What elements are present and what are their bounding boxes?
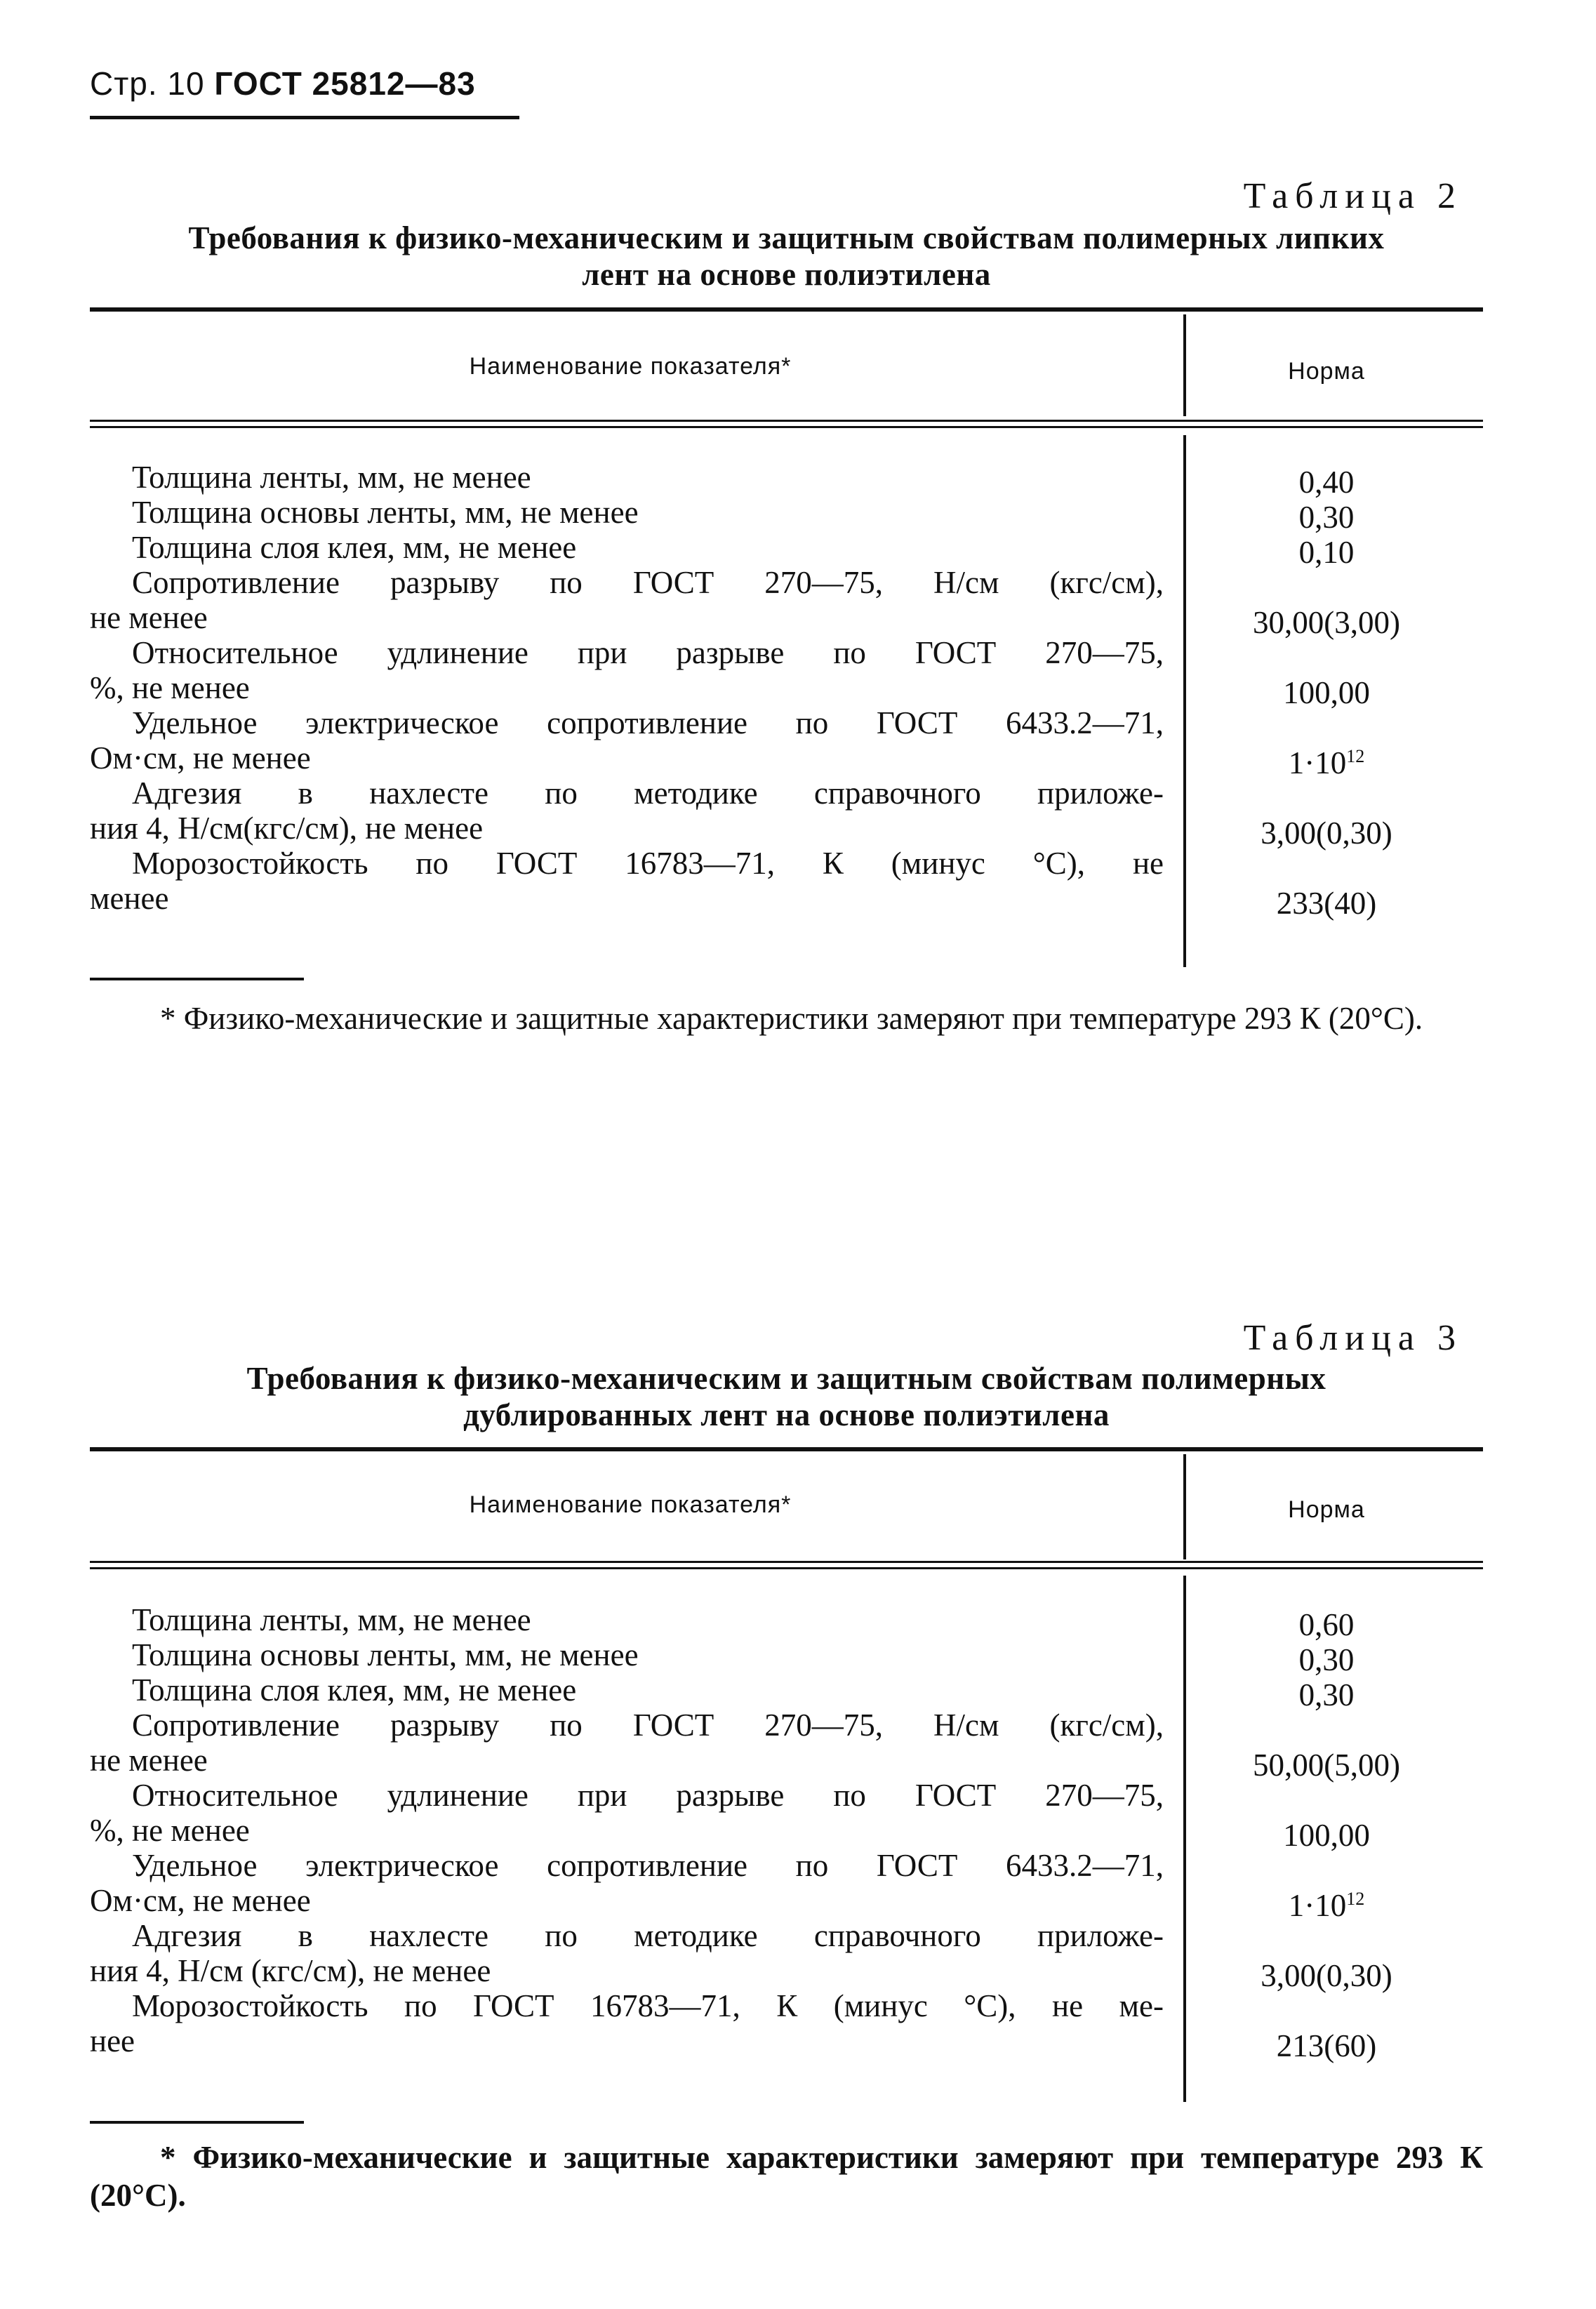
table-row-text: Ом·см, не менее [90, 740, 311, 776]
table-row-text: Толщина слоя клея, мм, не менее [132, 1672, 577, 1708]
table2-header-rule-1 [90, 420, 1483, 422]
table-row-text: не менее [90, 600, 208, 635]
table-row-text: Относительное удлинение при разрыве по ГОСТ 270—75, [132, 1778, 1164, 1813]
norm-base: 1·10 [1288, 1888, 1347, 1923]
table-row-text: Толщина основы ленты, мм, не менее [132, 495, 639, 530]
table-row-text: Толщина основы ленты, мм, не менее [132, 1637, 639, 1672]
table2-col-norm-header: Норма [1288, 358, 1365, 385]
norm-value: 0,30 [1298, 500, 1355, 535]
norm-exponent: 12 [1346, 1889, 1365, 1909]
table3-footnote: * Физико-механические и защитные характеристики замеряют при температуре 293 К (20°С). [90, 2140, 1483, 2213]
table-row-text: %, не менее [90, 670, 250, 705]
table3-col-name-header: Наименование показателя* [469, 1491, 792, 1518]
table3-title [90, 1360, 1483, 1433]
table-row-text: Морозостойкость по ГОСТ 16783—71, К (минус °С), не ме- [132, 1988, 1164, 2023]
norm-spacer [1186, 1923, 1467, 1958]
table-row-text: нее [90, 2023, 135, 2058]
table2-col-name-header: Наименование показателя* [469, 353, 792, 380]
table-row-text: Толщина ленты, мм, не менее [132, 1602, 531, 1637]
norm-value: 3,00(0,30) [1261, 816, 1392, 851]
table2-header-rule-2 [90, 426, 1483, 428]
table-row-text: ния 4, Н/см(кгс/см), не менее [90, 811, 484, 846]
table2-header-divider [1183, 314, 1186, 416]
table2-top-rule [90, 307, 1483, 312]
table-row-text: не менее [90, 1743, 208, 1778]
table2-label: Таблица 2 [1243, 176, 1463, 216]
norm-spacer [1186, 640, 1467, 675]
norm-value: 213(60) [1276, 2028, 1377, 2063]
norm-spacer [1186, 851, 1467, 886]
table-row-text: Ом·см, не менее [90, 1883, 311, 1918]
table2-footnote-rule [90, 978, 304, 980]
table-row-text: %, не менее [90, 1813, 250, 1848]
table-row-text: Удельное электрическое сопротивление по ГОСТ 6433.2—71, [132, 705, 1164, 740]
table2-body [90, 460, 1164, 916]
norm-spacer [1186, 1783, 1467, 1818]
norm-spacer [1186, 780, 1467, 816]
table3-col-norm-header: Норма [1288, 1496, 1365, 1523]
table2-title-line1: Требования к физико-механическим и защитным свойствам полимерных липких [188, 220, 1385, 255]
norm-value: 0,30 [1298, 1677, 1355, 1712]
norm-value [1186, 1888, 1467, 1923]
table-row-text: Сопротивление разрыву по ГОСТ 270—75, Н/см (кгс/см), [132, 1708, 1164, 1743]
table3-body [90, 1602, 1164, 2058]
table-row-text: Сопротивление разрыву по ГОСТ 270—75, Н/см (кгс/см), [132, 565, 1164, 600]
table-row-text: Относительное удлинение при разрыве по ГОСТ 270—75, [132, 635, 1164, 670]
norm-spacer [1186, 1993, 1467, 2028]
table3-label: Таблица 3 [1243, 1318, 1463, 1358]
norm-spacer [1186, 1712, 1467, 1748]
norm-spacer [1186, 1853, 1467, 1888]
norm-value: 0,40 [1298, 465, 1355, 500]
table-row-text: Адгезия в нахлесте по методике справочного приложе- [132, 776, 1164, 811]
table-row-text: Толщина слоя клея, мм, не менее [132, 530, 577, 565]
table2-footnote: * Физико-механические и защитные характеристики замеряют при температуре 293 К (20°С). [160, 1001, 1423, 1036]
table3-top-rule [90, 1447, 1483, 1451]
table3-norms [1186, 1607, 1467, 2063]
norm-value: 0,30 [1298, 1642, 1355, 1677]
table3-title-line2: дублированных лент на основе полиэтилена [463, 1397, 1110, 1432]
norm-value: 100,00 [1283, 675, 1370, 710]
table-row-text: Удельное электрическое сопротивление по ГОСТ 6433.2—71, [132, 1848, 1164, 1883]
norm-base: 1·10 [1288, 745, 1347, 780]
norm-value [1186, 745, 1467, 780]
norm-value: 233(40) [1276, 886, 1377, 921]
table-row-text: менее [90, 881, 169, 916]
table3-header-rule-1 [90, 1561, 1483, 1563]
norm-spacer [1186, 570, 1467, 605]
norm-value: 3,00(0,30) [1261, 1958, 1392, 1993]
table2-norms [1186, 465, 1467, 921]
norm-value: 50,00(5,00) [1253, 1748, 1400, 1783]
table3-footnote-rule [90, 2121, 304, 2124]
norm-value: 100,00 [1283, 1818, 1370, 1853]
norm-value: 30,00(3,00) [1253, 605, 1400, 640]
standard-number: ГОСТ 25812—83 [214, 65, 476, 102]
header-rule [90, 116, 519, 119]
page-header [90, 65, 476, 102]
table-row-text: ния 4, Н/см (кгс/см), не менее [90, 1953, 491, 1988]
table-row-text: Адгезия в нахлесте по методике справочного приложе- [132, 1918, 1164, 1953]
table-row-text: Толщина ленты, мм, не менее [132, 460, 531, 495]
norm-spacer [1186, 710, 1467, 745]
norm-value: 0,60 [1298, 1607, 1355, 1642]
table2-title-line2: лент на основе полиэтилена [582, 257, 991, 292]
table3-header-divider [1183, 1454, 1186, 1559]
table2-title [90, 220, 1483, 293]
norm-exponent: 12 [1346, 746, 1365, 766]
norm-value: 0,10 [1298, 535, 1355, 570]
page-number: Стр. 10 [90, 65, 205, 102]
table3-title-line1: Требования к физико-механическим и защитным свойствам полимерных [246, 1361, 1326, 1396]
table-row-text: Морозостойкость по ГОСТ 16783—71, К (минус °С), не [132, 846, 1164, 881]
table3-header-rule-2 [90, 1567, 1483, 1569]
